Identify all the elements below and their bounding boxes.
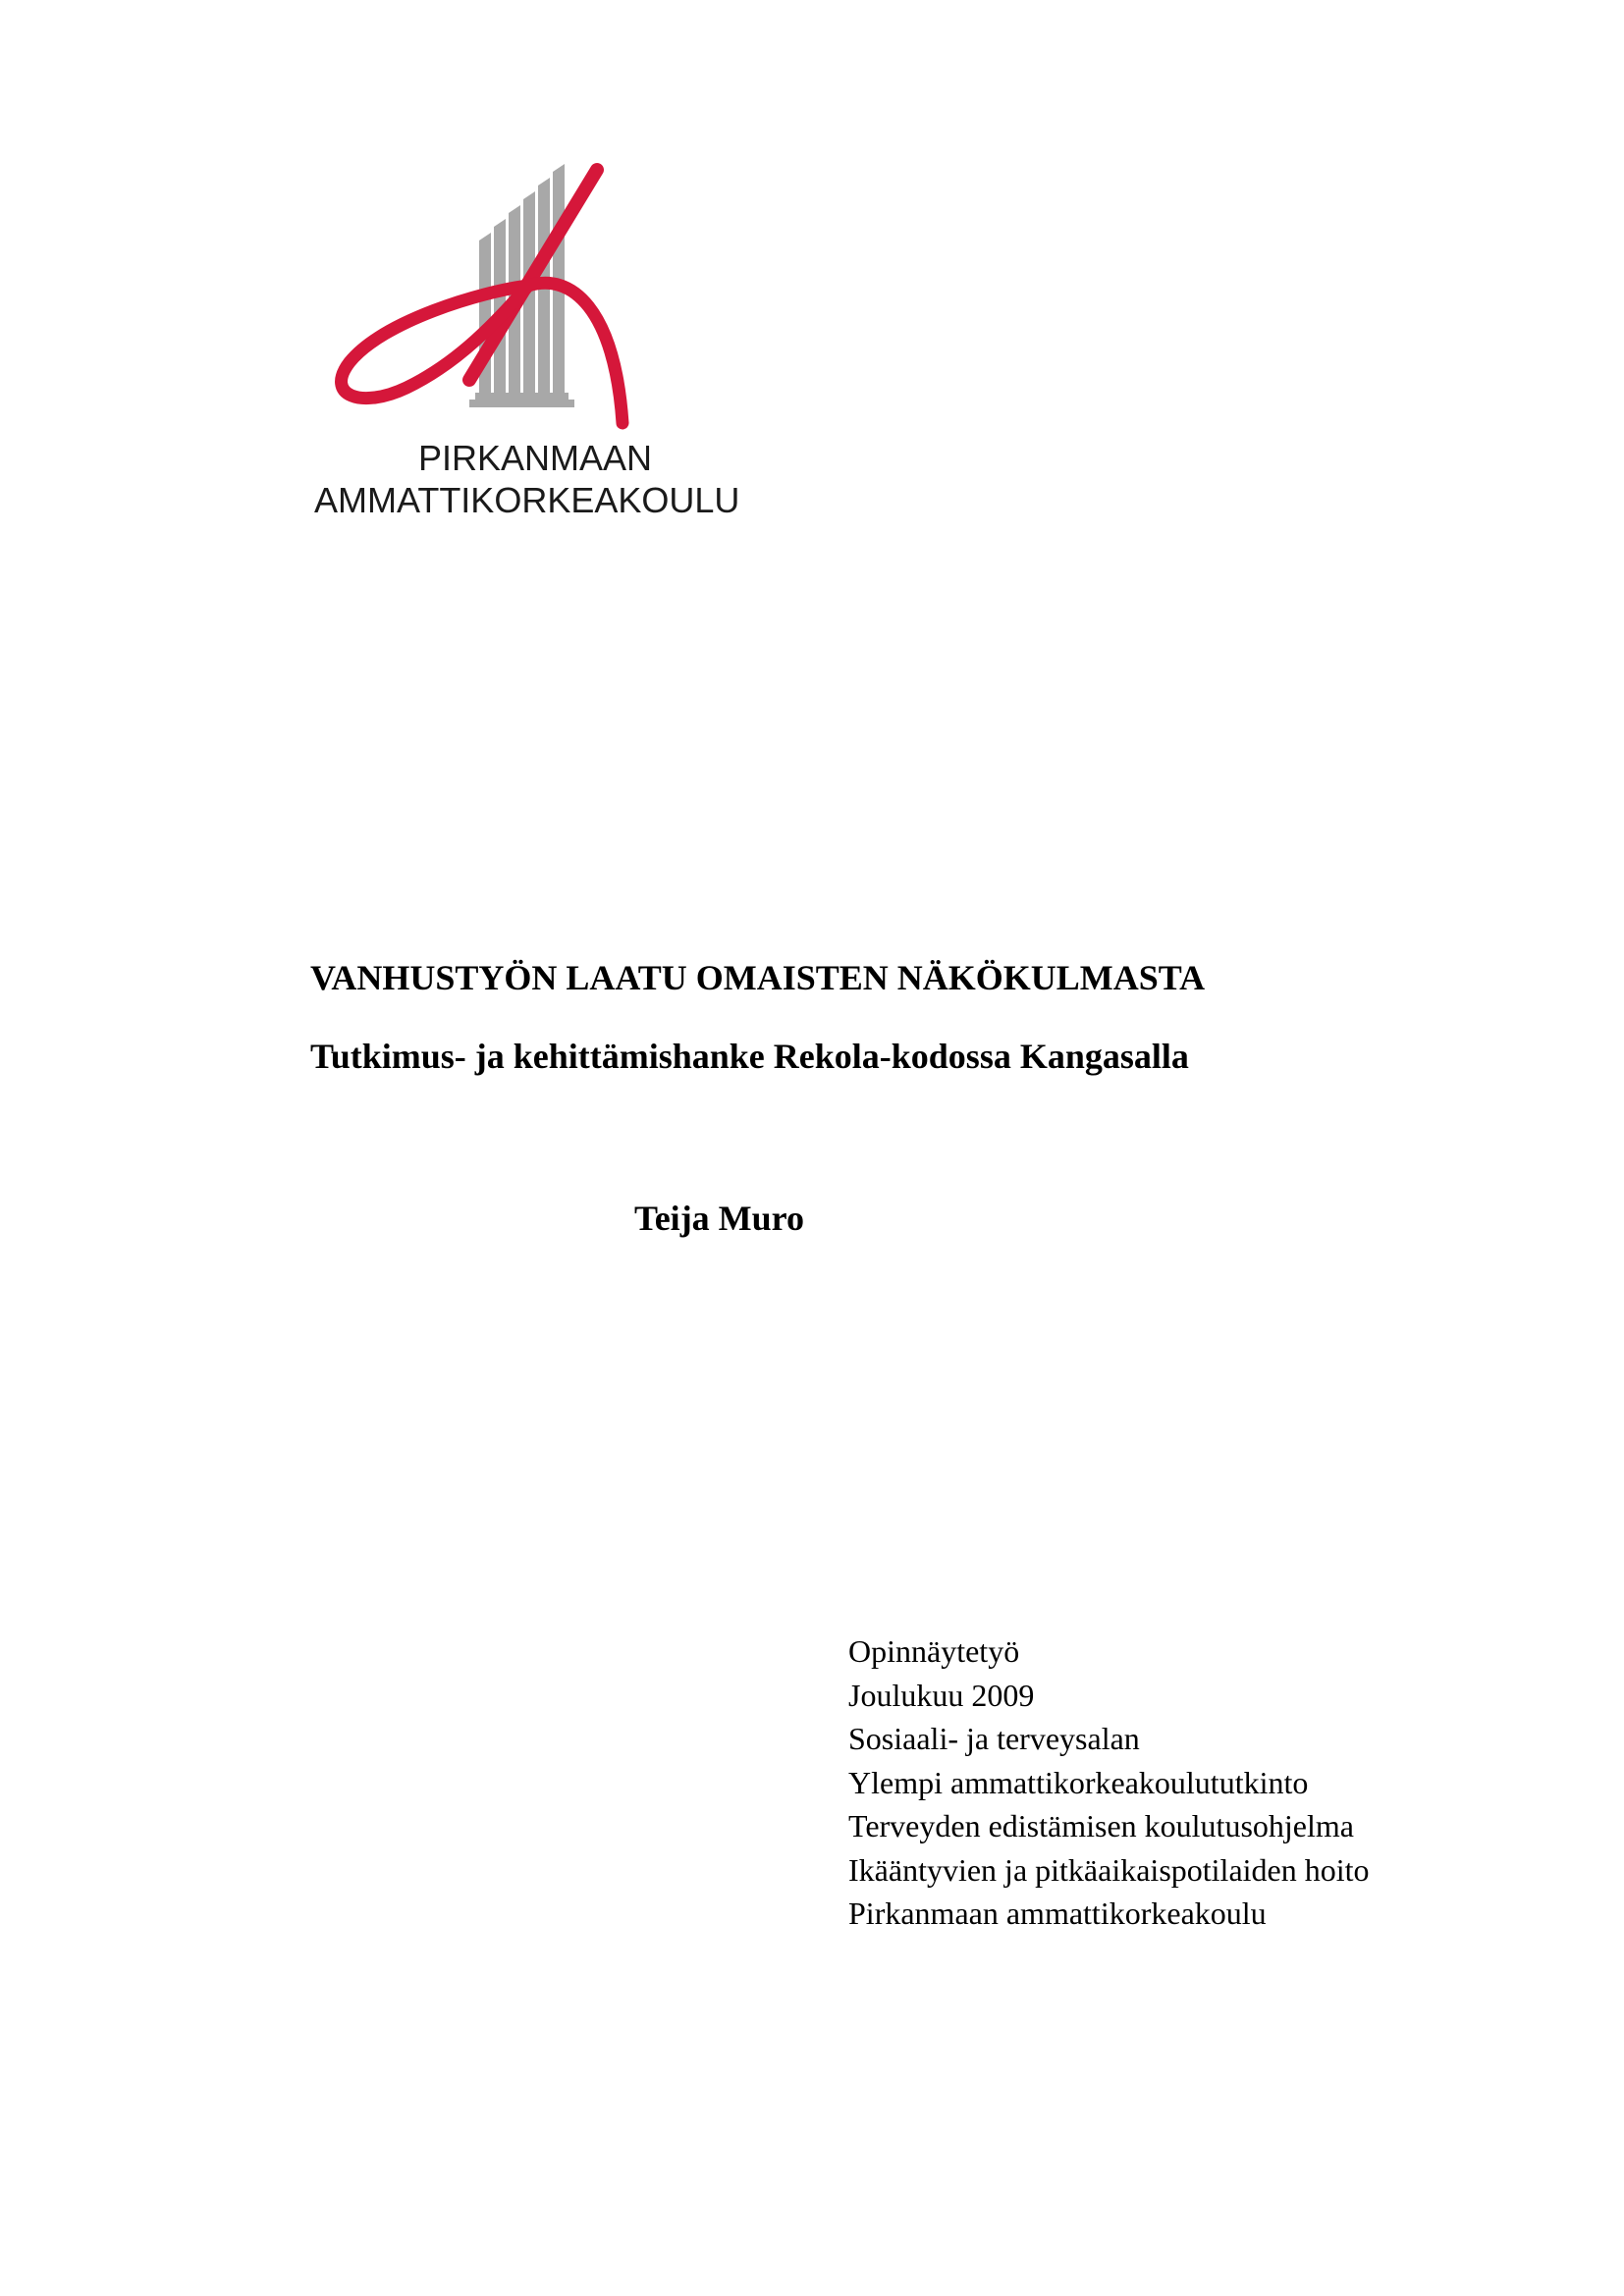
institution-logo bbox=[304, 152, 740, 520]
logo-line-1: PIRKANMAAN bbox=[418, 438, 653, 478]
thesis-subtitle: Tutkimus- ja kehittämishanke Rekola-kodossa Kangasalla bbox=[310, 1037, 1189, 1076]
info-line-degree: Ylempi ammattikorkeakoulututkinto bbox=[848, 1764, 1309, 1800]
info-line-field: Sosiaali- ja terveysalan bbox=[848, 1721, 1140, 1756]
info-line-date: Joulukuu 2009 bbox=[848, 1677, 1035, 1713]
pirkanmaan-amk-logo-icon bbox=[304, 152, 736, 437]
logo-wordmark bbox=[314, 437, 739, 521]
info-line-programme: Terveyden edistämisen koulutusohjelma bbox=[848, 1808, 1354, 1843]
author-name: Teija Muro bbox=[634, 1199, 805, 1238]
info-line-specialisation: Ikääntyvien ja pitkäaikaispotilaiden hoito bbox=[848, 1851, 1370, 1888]
thesis-title: VANHUSTYÖN LAATU OMAISTEN NÄKÖKULMASTA bbox=[310, 958, 1206, 997]
logo-line-2: AMMATTIKORKEAKOULU bbox=[314, 480, 740, 520]
info-line-institution: Pirkanmaan ammattikorkeakoulu bbox=[848, 1896, 1267, 1931]
thesis-info-block bbox=[848, 1629, 1370, 1936]
info-line-type: Opinnäytetyö bbox=[848, 1633, 1020, 1669]
